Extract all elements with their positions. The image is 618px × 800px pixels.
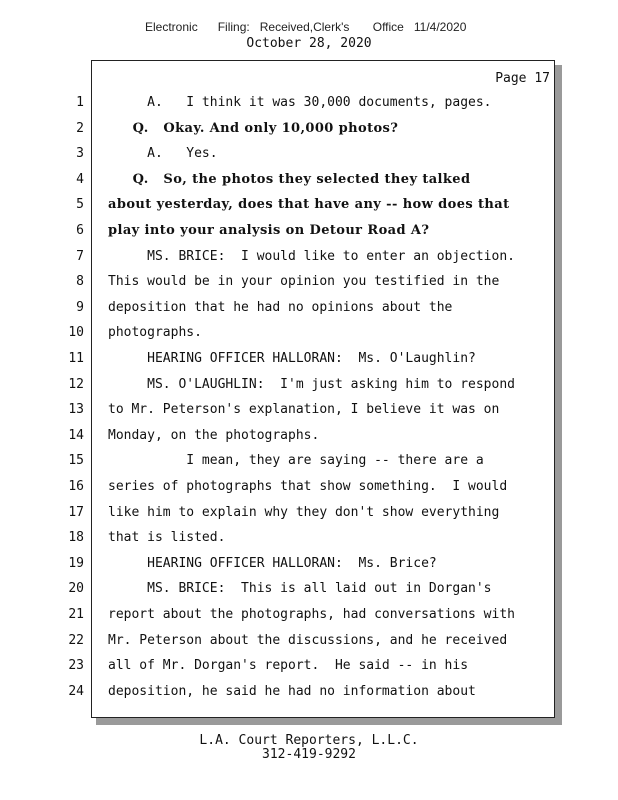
transcript-line: MS. BRICE: I would like to enter an objection. [108, 249, 515, 264]
transcript-line: that is listed. [108, 530, 226, 545]
stamp-electronic: Electronic [145, 20, 198, 34]
transcript-line: MS. O'LAUGHLIN: I'm just asking him to respond [108, 377, 515, 392]
transcript-line: play into your analysis on Detour Road A? [108, 223, 430, 238]
transcript-line: HEARING OFFICER HALLORAN: Ms. O'Laughlin? [108, 351, 476, 366]
line-number: 11 [68, 351, 84, 366]
transcript-line: Monday, on the photographs. [108, 428, 320, 443]
header-date: October 28, 2020 [246, 36, 372, 51]
transcript-line: photographs. [108, 325, 202, 340]
transcript-line: A. Yes. [108, 146, 218, 161]
line-number: 21 [68, 607, 84, 622]
line-number: 9 [76, 300, 84, 315]
line-number: 15 [68, 453, 84, 468]
transcript-line: I mean, they are saying -- there are a [108, 453, 484, 468]
line-number: 14 [68, 428, 84, 443]
stamp-filing: Filing: [217, 20, 250, 34]
line-number: 4 [76, 172, 84, 187]
line-number: 3 [76, 146, 84, 161]
transcript-line: deposition, he said he had no information about [108, 684, 476, 699]
footer-phone: 312-419-9292 [262, 747, 356, 762]
transcript-line: all of Mr. Dorgan's report. He said -- in his [108, 658, 469, 673]
transcript-line: report about the photographs, had conversations with [108, 607, 515, 622]
page-number: Page 17 [495, 71, 550, 86]
line-number: 22 [68, 633, 84, 648]
line-number: 20 [68, 581, 84, 596]
stamp-office: Office [372, 20, 404, 34]
stamp-received: Received,Clerk's [259, 20, 350, 34]
transcript-line: This would be in your opinion you testified in the [108, 274, 500, 289]
transcript-line: series of photographs that show something. I would [108, 479, 508, 494]
transcript-line: deposition that he had no opinions about the [108, 300, 453, 315]
stamp-date: 11/4/2020 [413, 20, 467, 34]
transcript-line: Mr. Peterson about the discussions, and he received [108, 633, 508, 648]
line-number: 1 [76, 95, 84, 110]
line-number: 17 [68, 505, 84, 520]
line-number: 24 [68, 684, 84, 699]
line-number: 7 [76, 249, 84, 264]
transcript-line: Q. So, the photos they selected they talked [108, 172, 471, 187]
transcript-line: Q. Okay. And only 10,000 photos? [108, 121, 399, 136]
line-number: 18 [68, 530, 84, 545]
line-number: 5 [76, 197, 84, 212]
line-number: 2 [76, 121, 84, 136]
line-number: 6 [76, 223, 84, 238]
line-number: 23 [68, 658, 84, 673]
line-number: 13 [68, 402, 84, 417]
line-number: 12 [68, 377, 84, 392]
transcript-line: about yesterday, does that have any -- how does that [108, 197, 510, 212]
transcript-line: HEARING OFFICER HALLORAN: Ms. Brice? [108, 556, 437, 571]
filing-stamp [145, 20, 466, 34]
transcript-line: A. I think it was 30,000 documents, pages. [108, 95, 492, 110]
line-number: 19 [68, 556, 84, 571]
transcript-line: to Mr. Peterson's explanation, I believe it was on [108, 402, 500, 417]
transcript-line: like him to explain why they don't show everything [108, 505, 500, 520]
line-number: 16 [68, 479, 84, 494]
transcript-line: MS. BRICE: This is all laid out in Dorgan's [108, 581, 492, 596]
line-number: 10 [68, 325, 84, 340]
line-number: 8 [76, 274, 84, 289]
footer-company: L.A. Court Reporters, L.L.C. [199, 733, 419, 748]
